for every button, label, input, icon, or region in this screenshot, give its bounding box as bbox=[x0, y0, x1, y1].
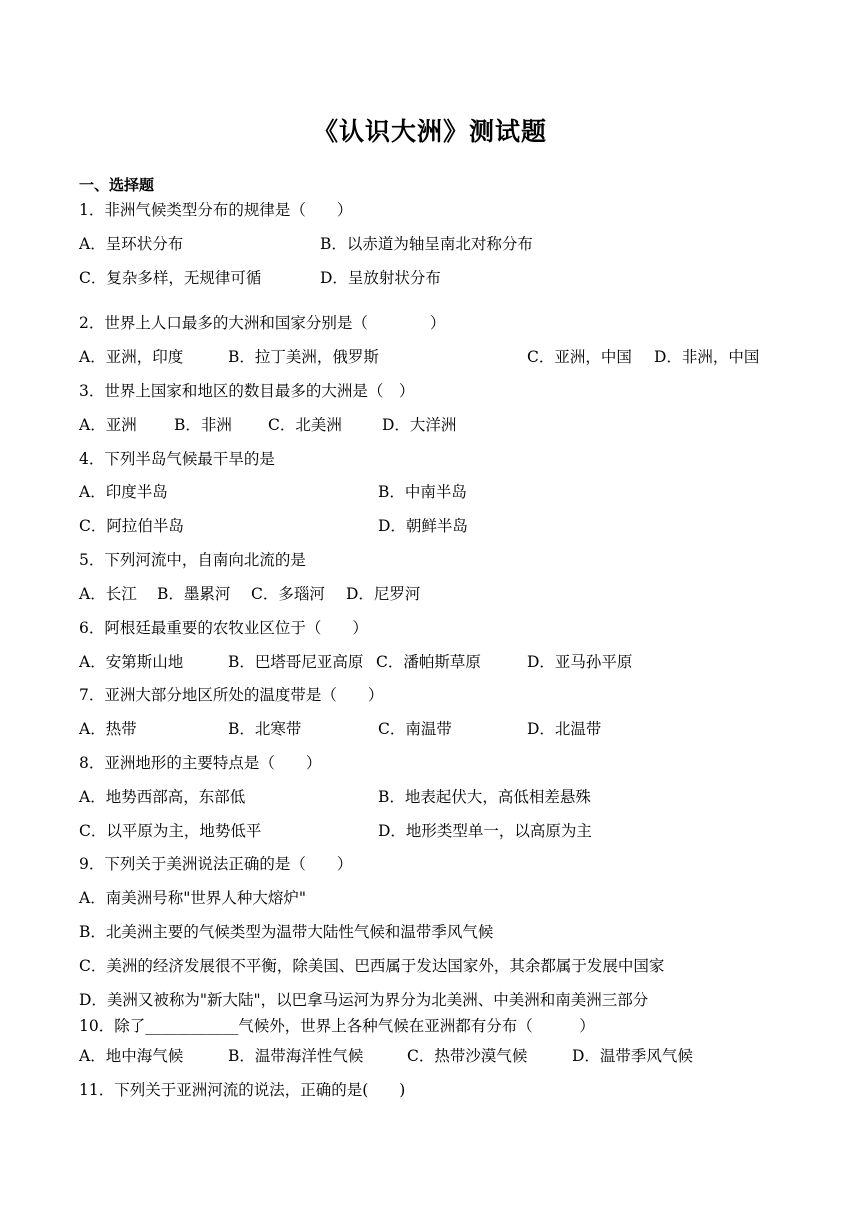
page-title: 《认识大洲》测试题 bbox=[312, 117, 547, 146]
option-8c: C．以平原为主，地势低平 bbox=[79, 822, 262, 840]
option-3b: B．非洲 bbox=[174, 416, 232, 434]
option-2d: D．非洲，中国 bbox=[654, 348, 760, 366]
option-7a: A．热带 bbox=[79, 720, 137, 738]
question-stem-4: 4．下列半岛气候最干旱的是 bbox=[79, 450, 275, 468]
option-9c: C．美洲的经济发展很不平衡，除美国、巴西属于发达国家外，其余都属于发展中国家 bbox=[79, 957, 665, 975]
question-stem-6: 6．阿根廷最重要的农牧业区位于（ ） bbox=[79, 619, 368, 637]
option-1c: C．复杂多样，无规律可循 bbox=[79, 269, 262, 287]
option-6a: A．安第斯山地 bbox=[79, 653, 184, 671]
option-3d: D．大洋洲 bbox=[382, 416, 457, 434]
option-4d: D．朝鲜半岛 bbox=[378, 517, 468, 535]
option-6d: D．亚马孙平原 bbox=[527, 653, 633, 671]
question-stem-5: 5．下列河流中，自南向北流的是 bbox=[79, 551, 306, 569]
option-7d: D．北温带 bbox=[527, 720, 602, 738]
option-9d: D．美洲又被称为"新大陆"，以巴拿马运河为界分为北美洲、中美洲和南美洲三部分 bbox=[79, 991, 649, 1009]
option-10b: B．温带海洋性气候 bbox=[228, 1047, 364, 1065]
option-3a: A．亚洲 bbox=[79, 416, 137, 434]
option-5a: A．长江 bbox=[79, 585, 137, 603]
option-2c: C．亚洲，中国 bbox=[527, 348, 632, 366]
option-4b: B．中南半岛 bbox=[378, 483, 467, 501]
section-heading: 一、选择题 bbox=[79, 176, 155, 194]
option-9a: A．南美洲号称"世界人种大熔炉" bbox=[79, 889, 306, 907]
option-6b: B．巴塔哥尼亚高原 bbox=[228, 653, 364, 671]
option-8a: A．地势西部高，东部低 bbox=[79, 788, 246, 806]
option-2b: B．拉丁美洲，俄罗斯 bbox=[228, 348, 379, 366]
option-5c: C．多瑙河 bbox=[251, 585, 325, 603]
question-stem-11: 11．下列关于亚洲河流的说法，正确的是( ) bbox=[79, 1081, 406, 1099]
option-1a: A．呈环状分布 bbox=[79, 235, 184, 253]
option-1b: B．以赤道为轴呈南北对称分布 bbox=[320, 235, 533, 253]
option-6c: C．潘帕斯草原 bbox=[376, 653, 481, 671]
question-stem-2: 2．世界上人口最多的大洲和国家分别是（ ） bbox=[79, 314, 446, 332]
option-7c: C．南温带 bbox=[378, 720, 452, 738]
option-10d: D．温带季风气候 bbox=[572, 1047, 693, 1065]
question-stem-7: 7．亚洲大部分地区所处的温度带是（ ） bbox=[79, 686, 384, 704]
option-8d: D．地形类型单一，以高原为主 bbox=[378, 822, 592, 840]
option-1d: D．呈放射状分布 bbox=[320, 269, 441, 287]
question-stem-10: 10．除了____________气候外，世界上各种气候在亚洲都有分布（ ） bbox=[79, 1017, 595, 1035]
question-stem-3: 3．世界上国家和地区的数目最多的大洲是（ ） bbox=[79, 382, 415, 400]
question-stem-8: 8．亚洲地形的主要特点是（ ） bbox=[79, 754, 322, 772]
option-3c: C．北美洲 bbox=[268, 416, 342, 434]
option-4a: A．印度半岛 bbox=[79, 483, 168, 501]
option-7b: B．北寒带 bbox=[228, 720, 302, 738]
option-9b: B．北美洲主要的气候类型为温带大陆性气候和温带季风气候 bbox=[79, 923, 494, 941]
option-8b: B．地表起伏大，高低相差悬殊 bbox=[378, 788, 591, 806]
option-5d: D．尼罗河 bbox=[346, 585, 421, 603]
option-5b: B．墨累河 bbox=[157, 585, 231, 603]
option-10a: A．地中海气候 bbox=[79, 1047, 184, 1065]
question-stem-1: 1．非洲气候类型分布的规律是（ ） bbox=[79, 201, 353, 219]
option-2a: A．亚洲，印度 bbox=[79, 348, 184, 366]
option-10c: C．热带沙漠气候 bbox=[407, 1047, 528, 1065]
option-4c: C．阿拉伯半岛 bbox=[79, 517, 184, 535]
question-stem-9: 9．下列关于美洲说法正确的是（ ） bbox=[79, 855, 353, 873]
